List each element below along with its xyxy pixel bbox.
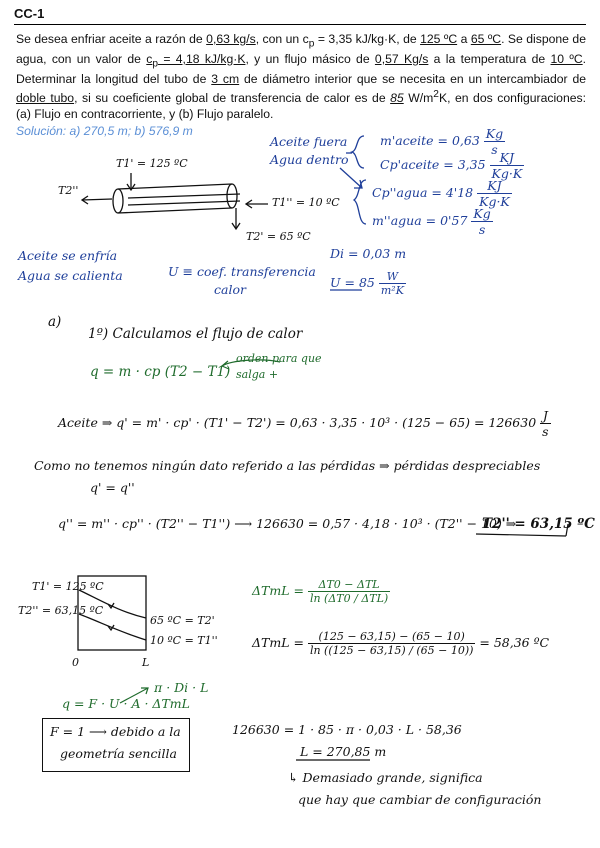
note-orden: orden para que [236, 352, 322, 365]
note-m-agua: m''agua = 0'57 $\frac{Kg}{s}$ [372, 206, 491, 237]
diameter-value: 3 cm [211, 71, 240, 86]
area-expression: π · Di · L [154, 680, 209, 695]
note-aceite-fuera: Aceite fuera [270, 134, 348, 149]
label-t2p: T2' = 65 ºC [246, 230, 311, 243]
graph-label-L: L [142, 656, 150, 669]
inlet-temp-value: 125 ºC [420, 32, 458, 46]
solution-line: Solución: a) 270,5 m; b) 576,9 m [16, 124, 193, 138]
f-box-line1: F = 1 ⟶ debido a la [50, 724, 181, 739]
t2-result: T2'' = 63,15 ºC [482, 516, 595, 532]
note-cp-aceite: Cp'aceite = 3,35 $\frac{KJ}{Kg\cdot K}$ [380, 150, 523, 181]
note-u-definition-2: calor [214, 282, 246, 297]
graph-label-10: 10 ºC = T1'' [150, 634, 218, 647]
oil-flow-value: 0,63 kg/s [206, 32, 256, 46]
exercise-code: CC-1 [14, 6, 45, 21]
lmtd-numeric: ΔTmL = $\frac{(125 - 63,15) - (65 - 10)}{\ln ((125 - 63,15) / (65 - 10))}$ = 58,36 ºC [252, 630, 550, 657]
label-t2pp: T2'' [58, 184, 79, 197]
graph-label-0: 0 [72, 656, 79, 669]
graph-label-t1p: T1' = 125 ºC [32, 580, 104, 593]
note-cp-agua: Cp''agua = 4'18 $\frac{KJ}{Kg\cdot K}$ [372, 178, 510, 209]
water-flow-value: 0,57 Kg/s [374, 51, 429, 66]
q-fua-equation: q = F · U · A · ΔTmL [62, 696, 190, 711]
label-t1pp: T1'' = 10 ºC [272, 196, 340, 209]
note-di: Di = 0,03 m [330, 246, 407, 261]
final-equation: 126630 = 1 · 85 · π · 0,03 · L · 58,36 [232, 722, 462, 737]
u-value: 85 [390, 91, 404, 106]
graph-label-65: 65 ºC = T2' [150, 614, 215, 627]
graph-label-t2pp: T2'' = 63,15 ºC [18, 604, 104, 617]
f-box-line2: geometría sencilla [60, 746, 177, 761]
heat-flow-equation: q = m · cp (T2 − T1) [90, 364, 231, 380]
water-cp-value: $c_p = 4,18$ kJ/kg·K [146, 51, 246, 70]
water-temp-value: 10 ºC [550, 51, 583, 66]
step-1-title: 1º) Calculamos el flujo de calor [88, 326, 303, 342]
water-heat-equation: q'' = m'' · cp'' · (T2'' − T1'') ⟶ 126630 = 0,57 · 4,18 · 10³ · (T2'' − 10) ⇒ [58, 516, 517, 531]
note-agua-calienta: Agua se calienta [18, 268, 123, 283]
oil-heat-equation: Aceite ⇒ q' = m' · cp' · (T1' − T2') = 0,63 · 3,35 · 10³ · (125 − 65) = 126630 $\frac{J}{s}$ [58, 408, 549, 439]
tube-diagram [82, 173, 268, 229]
conclusion-1: ↳ Demasiado grande, significa [288, 770, 483, 785]
note-aceite-enfria: Aceite se enfría [18, 248, 118, 263]
part-a-label: a) [48, 314, 62, 330]
outlet-temp-value: 65 ºC [470, 32, 502, 46]
label-t1p: T1' = 125 ºC [116, 157, 188, 170]
note-u-given: U = 85 $\frac{W}{\text{m²K}}$ [330, 270, 404, 297]
note-u-definition: U ≡ coef. transferencia [168, 264, 316, 279]
lmtd-general: ΔTmL = $\frac{\text{ΔT0 − ΔTL}}{\text{ln (ΔT0 / ΔTL)}}$ [252, 578, 389, 605]
negligible-losses-note: Como no tenemos ningún dato referido a las pérdidas ⇒ pérdidas despreciables [34, 458, 541, 473]
heat-balance: q' = q'' [90, 480, 135, 495]
note-m-aceite: m'aceite = 0,63 $\frac{Kg}{s}$ [380, 126, 504, 157]
length-result: L = 270,85 m [300, 744, 387, 759]
exchanger-type: doble tubo [16, 91, 75, 106]
note-salga: salga + [236, 368, 279, 381]
brace-group [340, 136, 366, 224]
conclusion-2: que hay que cambiar de configuración [298, 792, 542, 807]
problem-statement: Se desea enfriar aceite a razón de 0,63 kg/s, con un $c_p = 3,35$ kJ/kg·K, de 125 ºC a 65 ºC. Se dispone de agua, con un valor de $c_p = 4,18$ kJ/kg·K, y un flujo másico de 0,57 Kg/s a la temperatura de 10 ºC. Determinar la longitud del tubo de 3 cm de diámetro interior que se necesita en un intercambiador de doble tubo, si su coeficiente global de transferencia de calor es de 85 $W/m^2K$, en dos configuraciones: (a) Flujo en contracorriente, y (b) Flujo paralelo. [16, 32, 587, 121]
note-agua-dentro: Agua dentro [270, 152, 349, 167]
